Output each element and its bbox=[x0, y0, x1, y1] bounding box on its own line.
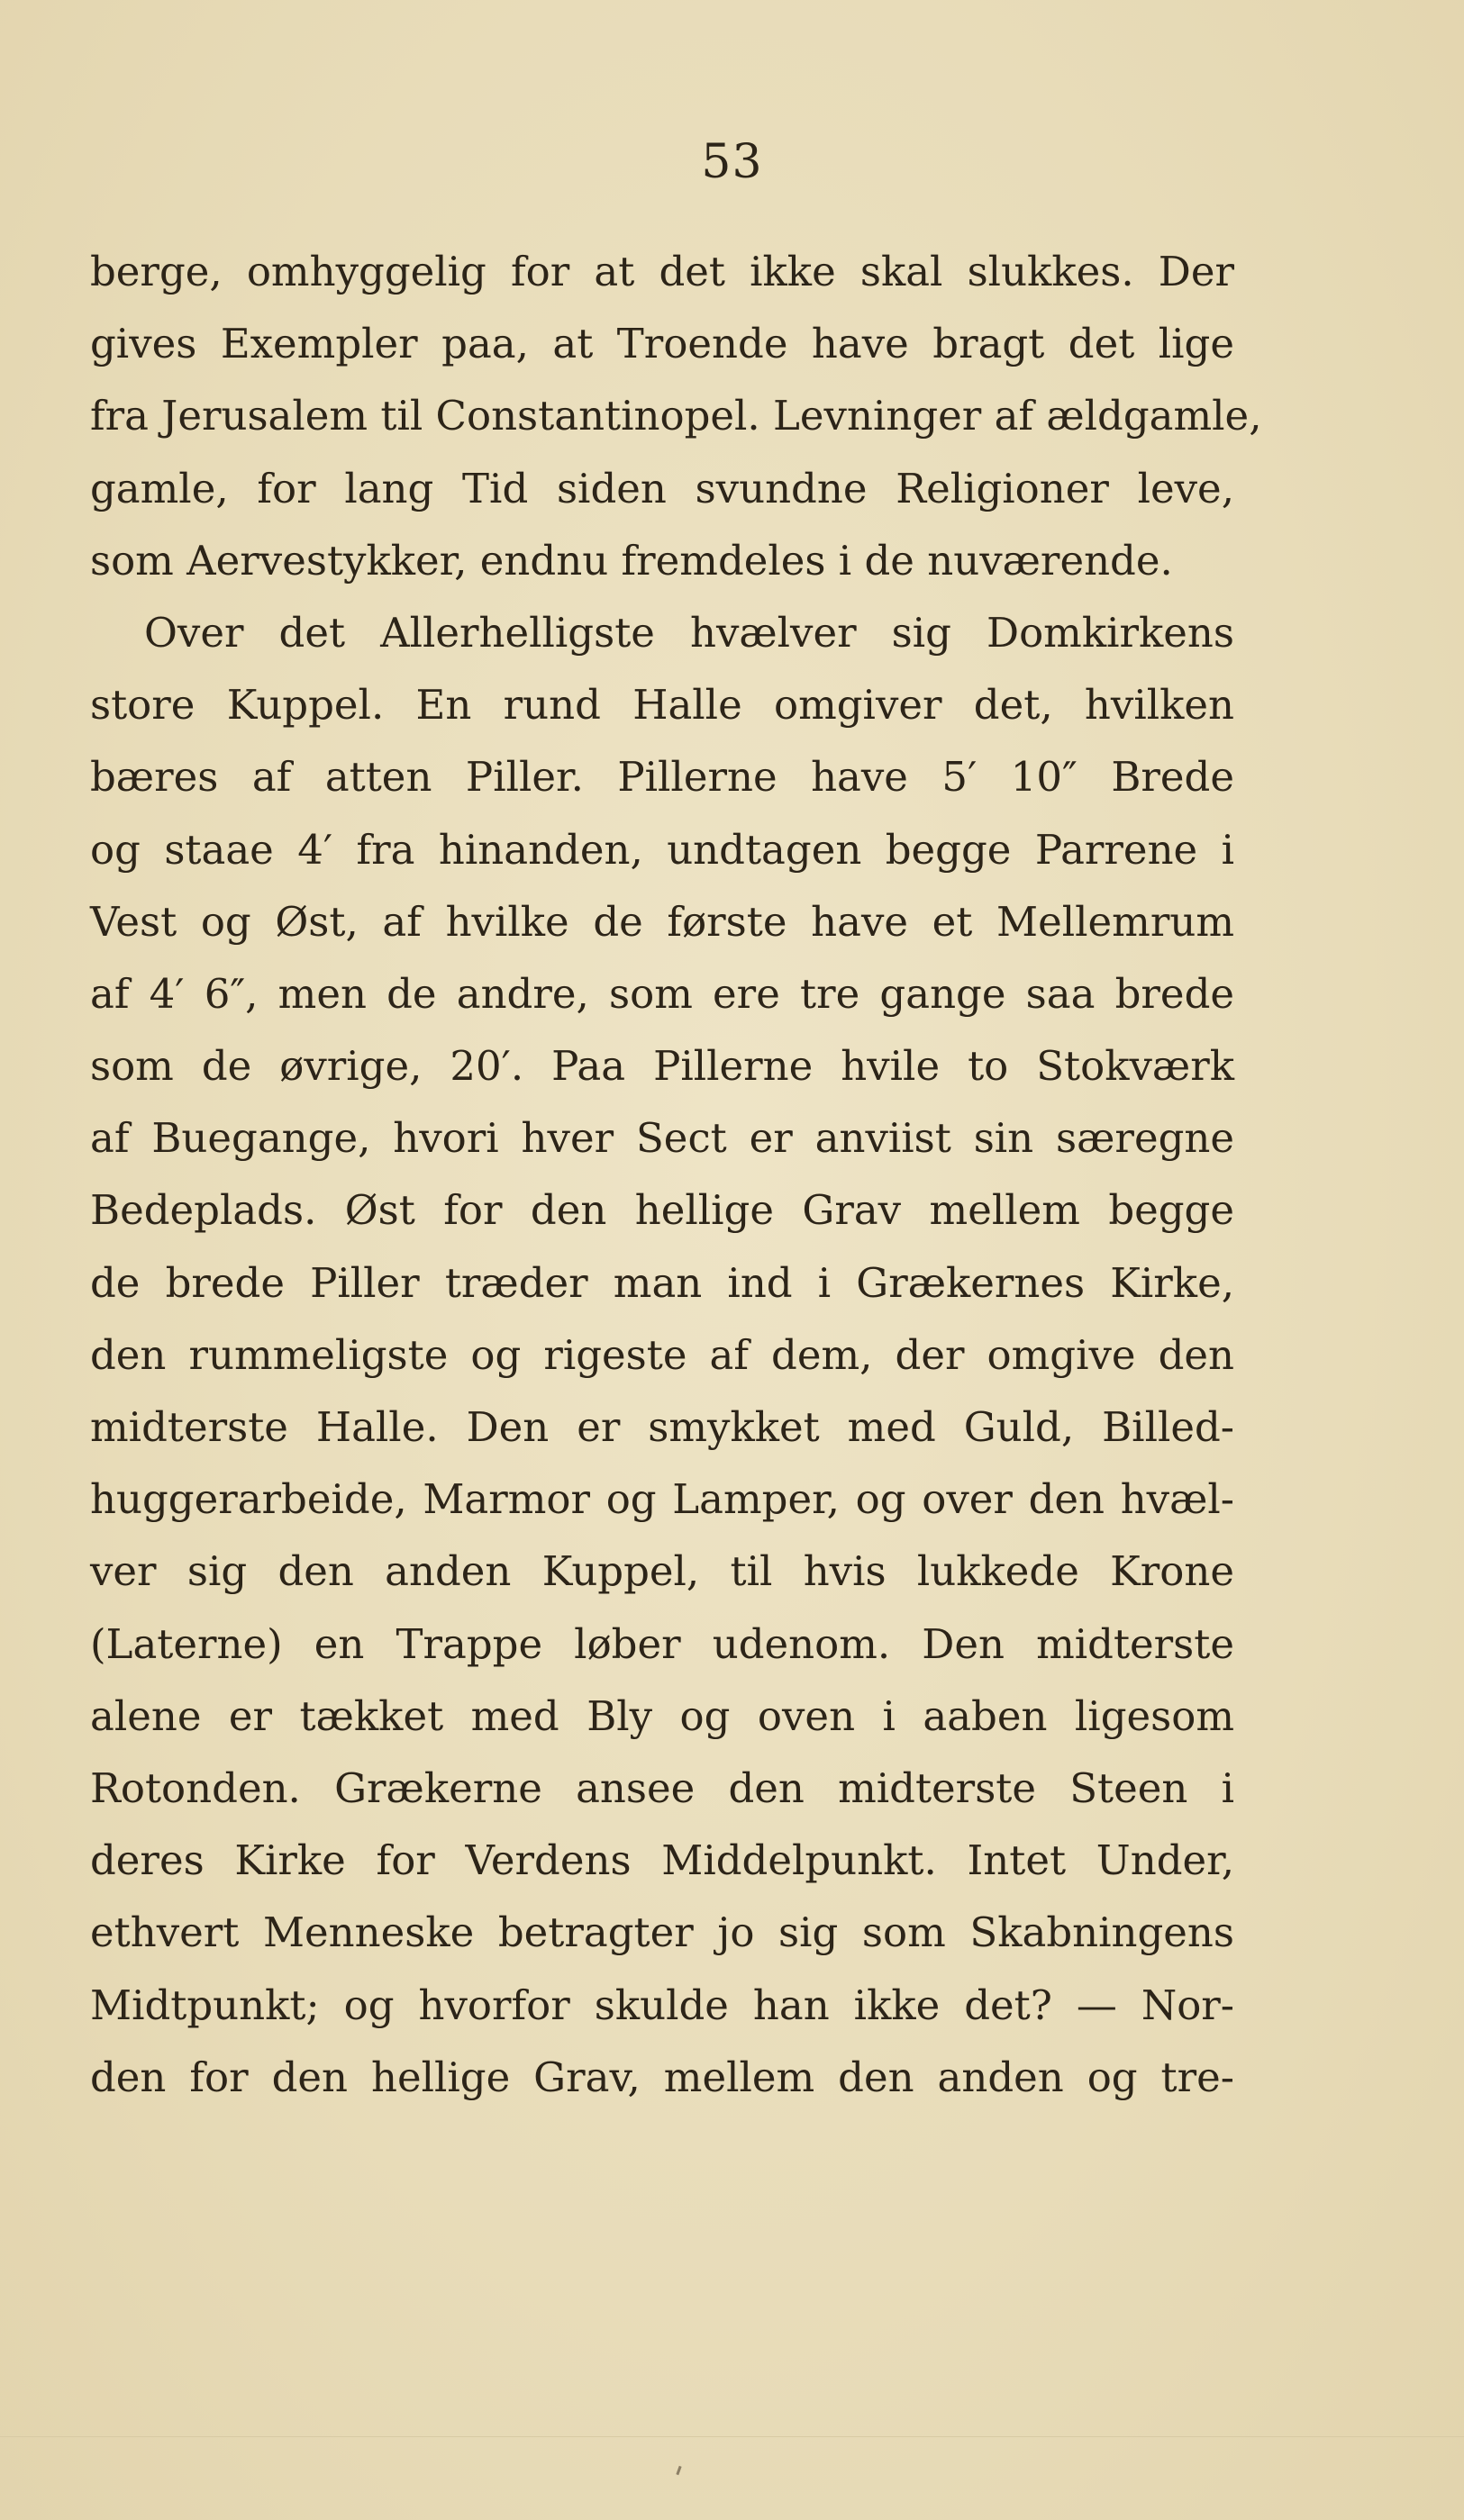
page-bottom-edge bbox=[0, 2436, 1464, 2437]
text-line: (Laterne) en Trappe løber udenom. Den midterste bbox=[90, 1619, 1234, 1668]
text-line: bæres af atten Piller. Pillerne have 5′ 10″ Brede bbox=[90, 753, 1234, 802]
text-line: ethvert Menneske betragter jo sig som Skabningens bbox=[90, 1908, 1234, 1957]
text-line: gamle, for lang Tid siden svundne Religioner leve, bbox=[90, 464, 1234, 512]
text-line: Vest og Øst, af hvilke de første have et Mellemrum bbox=[90, 897, 1234, 946]
ink-speck bbox=[676, 2466, 681, 2475]
text-line: gives Exempler paa, at Troende have bragt det lige bbox=[90, 320, 1234, 368]
paragraph-start-line: Over det Allerhelligste hvælver sig Domkirkens bbox=[144, 608, 1234, 657]
text-line: den for den hellige Grav, mellem den anden og tre- bbox=[90, 2053, 1234, 2101]
text-line: den rummeligste og rigeste af dem, der omgive den bbox=[90, 1330, 1234, 1379]
text-line: som Aervestykker, endnu fremdeles i de nuværende. bbox=[90, 536, 1173, 585]
page-number: 53 bbox=[701, 135, 763, 189]
text-line: ver sig den anden Kuppel, til hvis lukkede Krone bbox=[90, 1547, 1234, 1596]
text-line: og staae 4′ fra hinanden, undtagen begge Parrene i bbox=[90, 825, 1234, 874]
text-line: deres Kirke for Verdens Middelpunkt. Intet Under, bbox=[90, 1836, 1234, 1885]
text-line: af 4′ 6″, men de andre, som ere tre gange saa brede bbox=[90, 969, 1234, 1018]
text-line: midterste Halle. Den er smykket med Guld, Billed- bbox=[90, 1403, 1234, 1451]
body-text bbox=[90, 236, 1262, 2114]
text-line: fra Jerusalem til Constantinopel. Levninger af ældgamle, bbox=[90, 392, 1262, 440]
text-line: Midtpunkt; og hvorfor skulde han ikke det? — Nor- bbox=[90, 1981, 1234, 2029]
text-line: store Kuppel. En rund Halle omgiver det, hvilken bbox=[90, 681, 1234, 730]
text-line: af Buegange, hvori hver Sect er anviist sin særegne bbox=[90, 1114, 1234, 1163]
text-line: Bedeplads. Øst for den hellige Grav mellem begge bbox=[90, 1186, 1234, 1235]
text-line: de brede Piller træder man ind i Grækernes Kirke, bbox=[90, 1258, 1234, 1307]
text-line: alene er tækket med Bly og oven i aaben ligesom bbox=[90, 1691, 1234, 1740]
text-line: Rotonden. Grækerne ansee den midterste Steen i bbox=[90, 1763, 1234, 1812]
text-line: huggerarbeide, Marmor og Lamper, og over den hvæl- bbox=[90, 1475, 1234, 1524]
text-line: som de øvrige, 20′. Paa Pillerne hvile to Stokværk bbox=[90, 1042, 1234, 1091]
text-line: berge, omhyggelig for at det ikke skal slukkes. Der bbox=[90, 248, 1234, 295]
